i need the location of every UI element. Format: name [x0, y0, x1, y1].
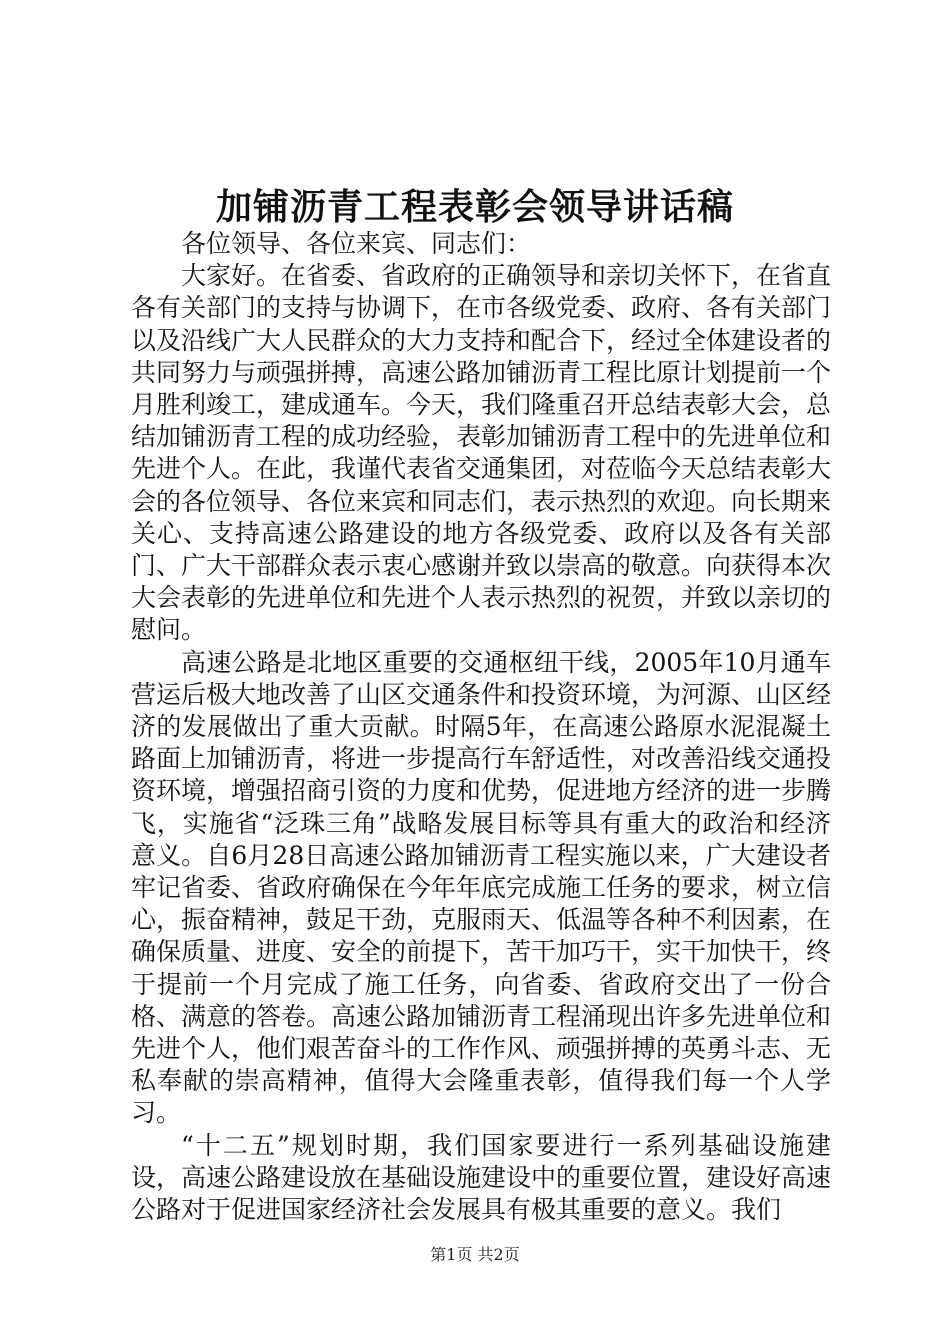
- salutation-paragraph: 各位领导、各位来宾、同志们：: [181, 229, 532, 258]
- document-body: [131, 228, 831, 1226]
- body-paragraph: 高速公路是北地区重要的交通枢纽干线，2005年10月通车营运后极大地改善了山区交通条件和投资环境，为河源、山区经济的发展做出了重大贡献。时隔5年，在高速公路原水泥混凝土路面上加铺沥青，将进一步提高行车舒适性，对改善沿线交通投资环境，增强招商引资的力度和优势，促进地方经济的进一步腾飞，实施省“泛珠三角”战略发展目标等具有重大的政治和经济意义。自6月28日高速公路加铺沥青工程实施以来，广大建设者牢记省委、省政府确保在今年年底完成施工任务的要求，树立信心，振奋精神，鼓足干劲，克服雨天、低温等各种不利因素，在确保质量、进度、安全的前提下，苦干加巧干，实干加快干，终于提前一个月完成了施工任务，向省委、省政府交出了一份合格、满意的答卷。高速公路加铺沥青工程涌现出许多先进单位和先进个人，他们艰苦奋斗的工作作风、顽强拼搏的英勇斗志、无私奉献的崇高精神，值得大会隆重表彰，值得我们每一个人学习。: [131, 647, 832, 1128]
- document-title: 加铺沥青工程表彰会领导讲话稿: [215, 186, 734, 228]
- body-paragraph: “十二五”规划时期，我们国家要进行一系列基础设施建设，高速公路建设放在基础设施建设中的重要位置，建设好高速公路对于促进国家经济社会发展具有极其重要的意义。我们: [131, 1130, 832, 1225]
- page-number-footer: 第1页 共2页: [430, 1245, 520, 1264]
- body-paragraph: 大家好。在省委、省政府的正确领导和亲切关怀下，在省直各有关部门的支持与协调下，在市各级党委、政府、各有关部门以及沿线广大人民群众的大力支持和配合下，经过全体建设者的共同努力与顽强拼搏，高速公路加铺沥青工程比原计划提前一个月胜利竣工，建成通车。今天，我们隆重召开总结表彰大会，总结加铺沥青工程的成功经验，表彰加铺沥青工程中的先进单位和先进个人。在此，我谨代表省交通集团，对莅临今天总结表彰大会的各位领导、各位来宾和同志们，表示热烈的欢迎。向长期来关心、支持高速公路建设的地方各级党委、政府以及各有关部门、广大干部群众表示衷心感谢并致以崇高的敬意。向获得本次大会表彰的先进单位和先进个人表示热烈的祝贺，并致以亲切的慰问。: [131, 261, 832, 645]
